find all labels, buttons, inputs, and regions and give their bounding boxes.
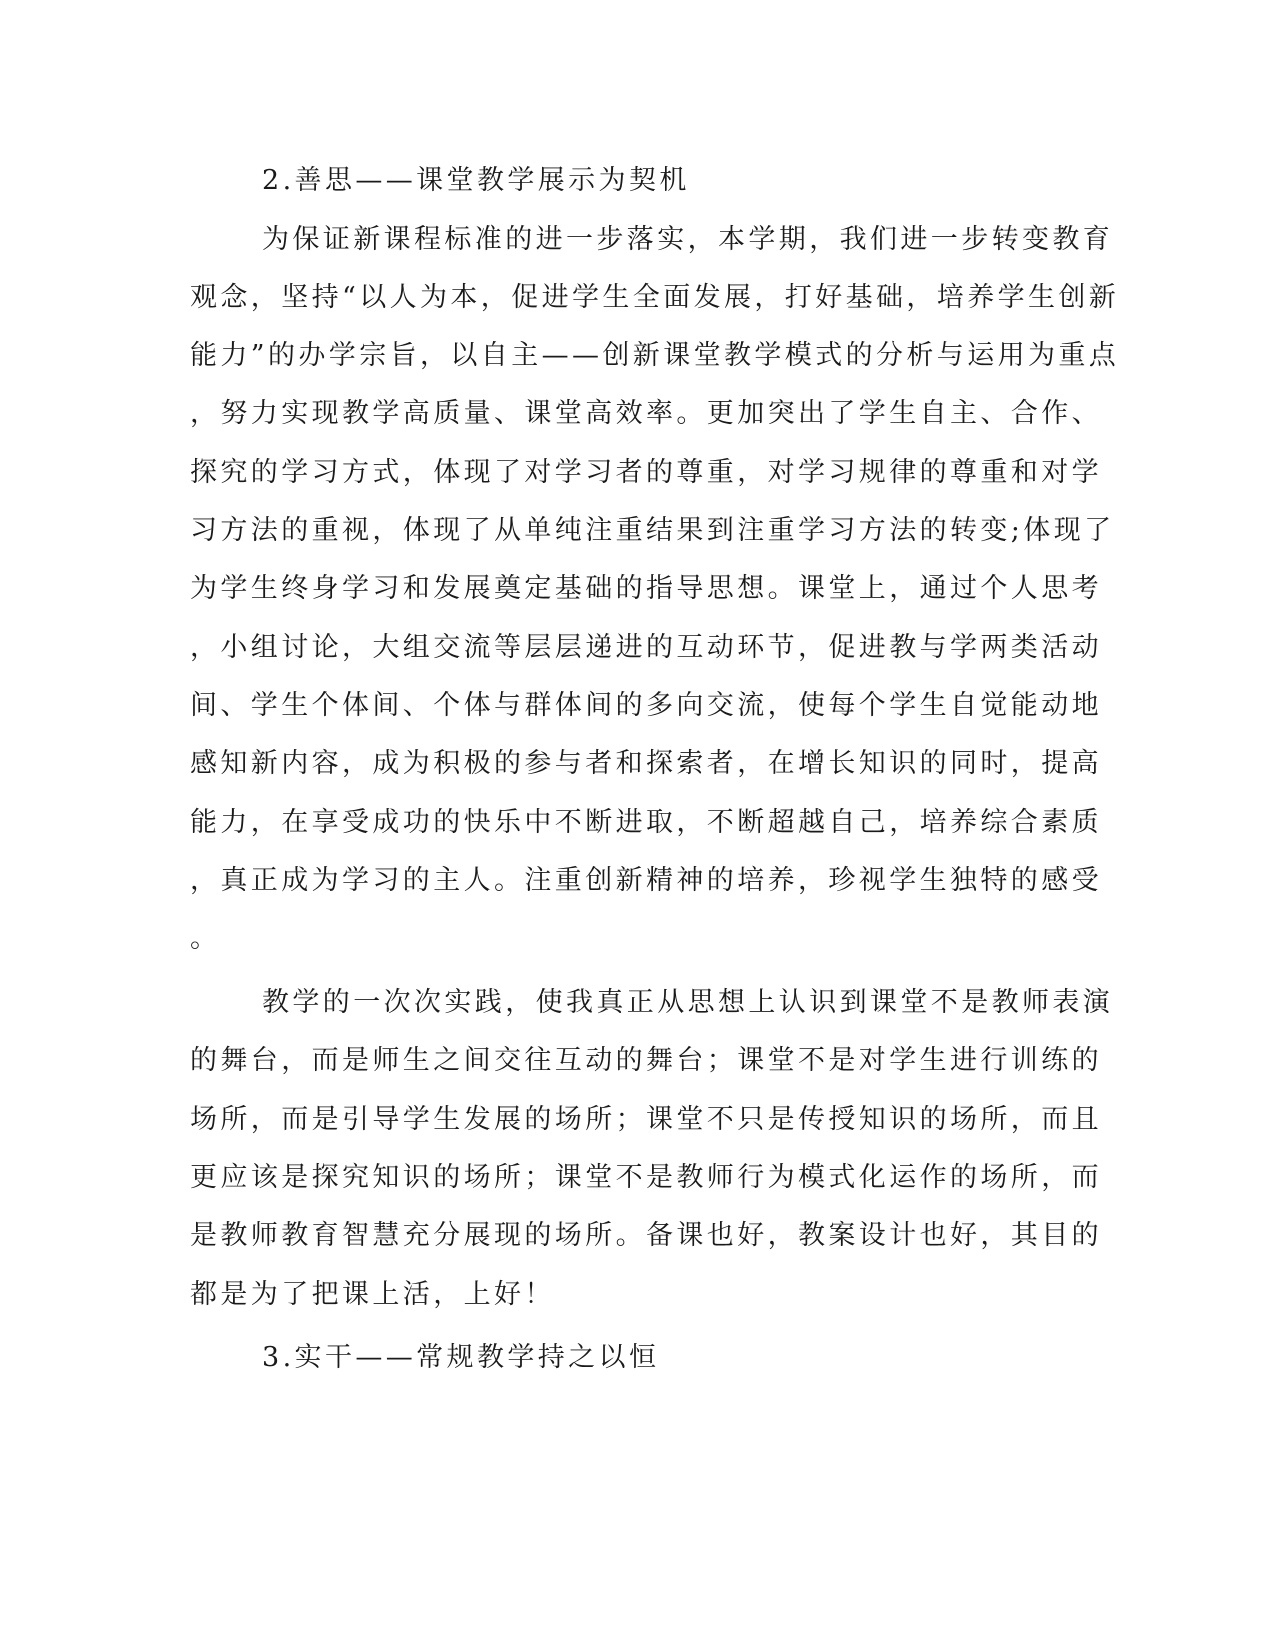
paragraph-2-line-2: 的舞台，而是师生之间交往互动的舞台；课堂不是对学生进行训练的 xyxy=(190,1045,1102,1076)
paragraph-1-line-3: 能力”的办学宗旨，以自主——创新课堂教学模式的分析与运用为重点 xyxy=(190,340,1120,371)
paragraph-2-line-5: 是教师教育智慧充分展现的场所。备课也好，教案设计也好，其目的 xyxy=(190,1220,1102,1251)
paragraph-1-line-6: 习方法的重视，体现了从单纯注重结果到注重学习方法的转变;体现了 xyxy=(190,515,1115,546)
paragraph-1-line-1: 为保证新课程标准的进一步落实，本学期，我们进一步转变教育 xyxy=(262,224,1114,255)
paragraph-2-line-4: 更应该是探究知识的场所；课堂不是教师行为模式化运作的场所，而 xyxy=(190,1162,1102,1193)
paragraph-1-line-7: 为学生终身学习和发展奠定基础的指导思想。课堂上，通过个人思考 xyxy=(190,573,1102,604)
paragraph-1-line-12: ，真正成为学习的主人。注重创新精神的培养，珍视学生独特的感受 xyxy=(190,865,1102,896)
paragraph-1-line-4: ，努力实现教学高质量、课堂高效率。更加突出了学生自主、合作、 xyxy=(190,398,1102,429)
paragraph-2-line-1: 教学的一次次实践，使我真正从思想上认识到课堂不是教师表演 xyxy=(262,987,1114,1018)
paragraph-1-line-9: 间、学生个体间、个体与群体间的多向交流，使每个学生自觉能动地 xyxy=(190,690,1102,721)
paragraph-1-line-2: 观念，坚持“以人为本，促进学生全面发展，打好基础，培养学生创新 xyxy=(190,282,1120,313)
section-heading-2: 2.善思——课堂教学展示为契机 xyxy=(262,165,690,196)
paragraph-1-line-11: 能力，在享受成功的快乐中不断进取，不断超越自己，培养综合素质 xyxy=(190,807,1102,838)
section-heading-3: 3.实干——常规教学持之以恒 xyxy=(262,1342,660,1373)
paragraph-1-line-13: 。 xyxy=(190,923,221,954)
paragraph-1-line-8: ，小组讨论，大组交流等层层递进的互动环节，促进教与学两类活动 xyxy=(190,632,1102,663)
paragraph-1-line-10: 感知新内容，成为积极的参与者和探索者，在增长知识的同时，提高 xyxy=(190,748,1102,779)
paragraph-2-line-6: 都是为了把课上活，上好！ xyxy=(190,1279,555,1310)
paragraph-1-line-5: 探究的学习方式，体现了对学习者的尊重，对学习规律的尊重和对学 xyxy=(190,457,1102,488)
paragraph-2-line-3: 场所，而是引导学生发展的场所；课堂不只是传授知识的场所，而且 xyxy=(190,1104,1102,1135)
